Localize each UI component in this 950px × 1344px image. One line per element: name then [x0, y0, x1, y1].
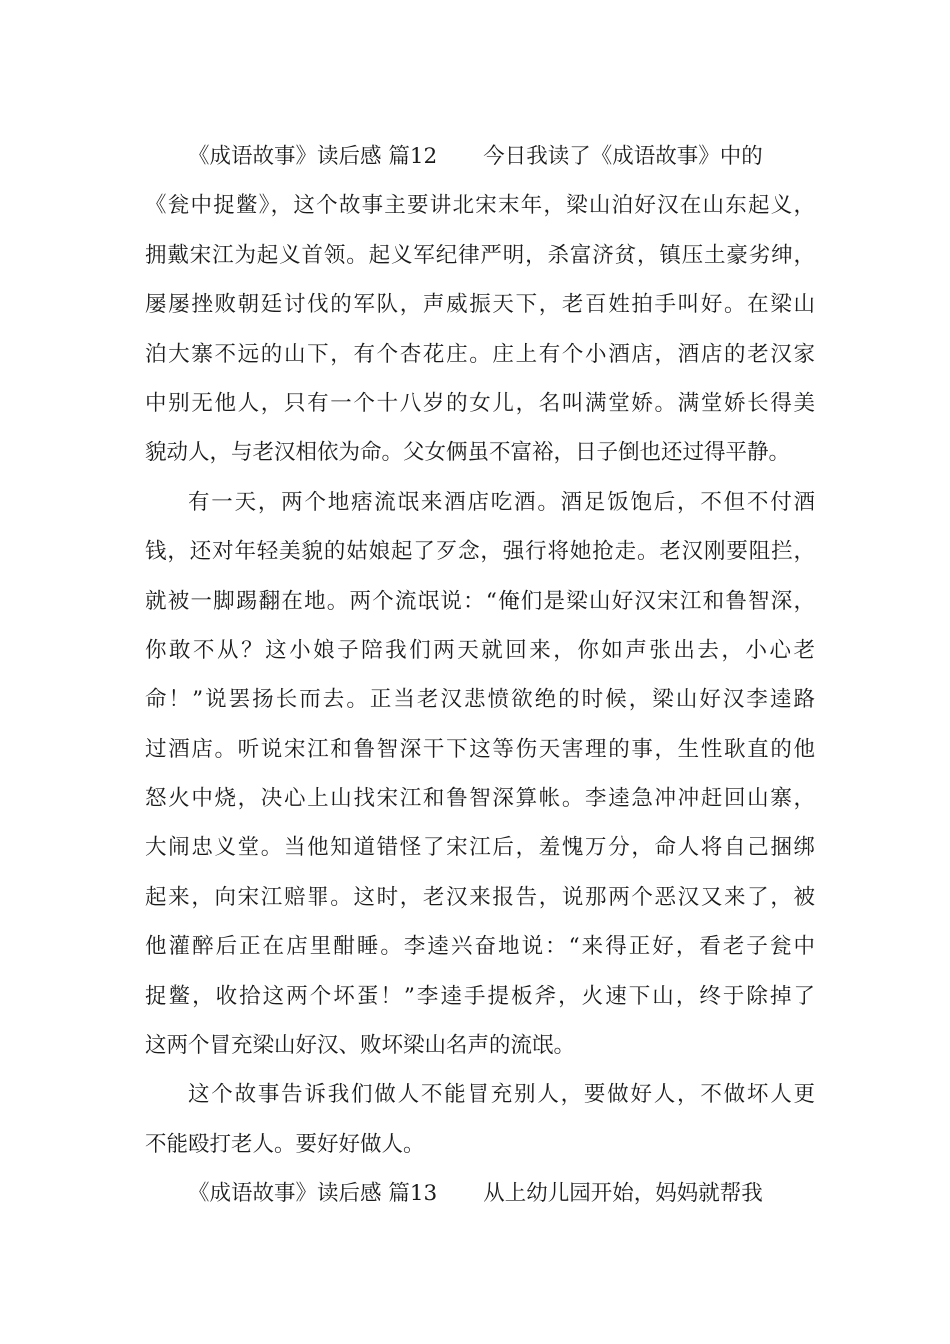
section-12-heading-line: [145, 132, 815, 181]
paragraph-line: 过酒店。听说宋江和鲁智深干下这等伤天害理的事，生性耿直的他: [145, 736, 815, 762]
paragraph-line: 《瓮中捉鳖》，这个故事主要讲北宋末年，梁山泊好汉在山东起义，: [145, 193, 815, 219]
paragraph-line: 有一天，两个地痞流氓来酒店吃酒。酒足饭饱后，不但不付酒: [188, 489, 815, 515]
paragraph-line: 今日我读了《成语故事》中的: [483, 144, 763, 169]
paragraph-line: 大闹忠义堂。当他知道错怪了宋江后，羞愧万分，命人将自己捆绑: [145, 835, 815, 861]
section-13-heading-line: [145, 1169, 815, 1218]
paragraph-line: 钱，还对年轻美貌的姑娘起了歹念，强行将她抢走。老汉刚要阻拦，: [145, 539, 815, 565]
document-body: [145, 132, 815, 1219]
paragraph-line: 这两个冒充梁山好汉、败坏梁山名声的流氓。: [145, 1033, 576, 1059]
paragraph-line: 你敢不从？这小娘子陪我们两天就回来，你如声张出去，小心老: [145, 637, 815, 663]
paragraph-line: 这个故事告诉我们做人不能冒充别人，要做好人，不做坏人更: [188, 1082, 815, 1108]
paragraph-line: 中别无他人，只有一个十八岁的女儿，名叫满堂娇。满堂娇长得美: [145, 390, 815, 416]
section-13-heading: 《成语故事》读后感 篇13: [188, 1181, 438, 1207]
paragraph-line: 怒火中烧，决心上山找宋江和鲁智深算帐。李逵急冲冲赶回山寨，: [145, 786, 815, 812]
paragraph-line: 起来，向宋江赔罪。这时，老汉来报告，说那两个恶汉又来了，被: [145, 884, 815, 910]
section-12-heading: 《成语故事》读后感 篇12: [188, 144, 438, 169]
paragraph-line: 貌动人，与老汉相依为命。父女俩虽不富裕，日子倒也还过得平静。: [145, 440, 791, 466]
paragraph-line: 就被一脚踢翻在地。两个流氓说：“俺们是梁山好汉宋江和鲁智深，: [145, 588, 815, 614]
paragraph-line: 泊大寨不远的山下，有个杏花庄。庄上有个小酒店，酒店的老汉家: [145, 341, 815, 367]
paragraph-line: 屡屡挫败朝廷讨伐的军队，声威振天下，老百姓拍手叫好。在梁山: [145, 292, 815, 318]
paragraph-line: 命！”说罢扬长而去。正当老汉悲愤欲绝的时候，梁山好汉李逵路: [145, 687, 815, 713]
paragraph-line: 从上幼儿园开始，妈妈就帮我: [483, 1181, 763, 1207]
paragraph-line: 不能殴打老人。要好好做人。: [145, 1131, 425, 1157]
paragraph-line: 捉鳖，收拾这两个坏蛋！”李逵手提板斧，火速下山，终于除掉了: [145, 983, 815, 1009]
paragraph-line: 他灌醉后正在店里酣睡。李逵兴奋地说：“来得正好，看老子瓮中: [145, 934, 815, 960]
paragraph-line: 拥戴宋江为起义首领。起义军纪律严明，杀富济贫，镇压土豪劣绅，: [145, 242, 815, 268]
